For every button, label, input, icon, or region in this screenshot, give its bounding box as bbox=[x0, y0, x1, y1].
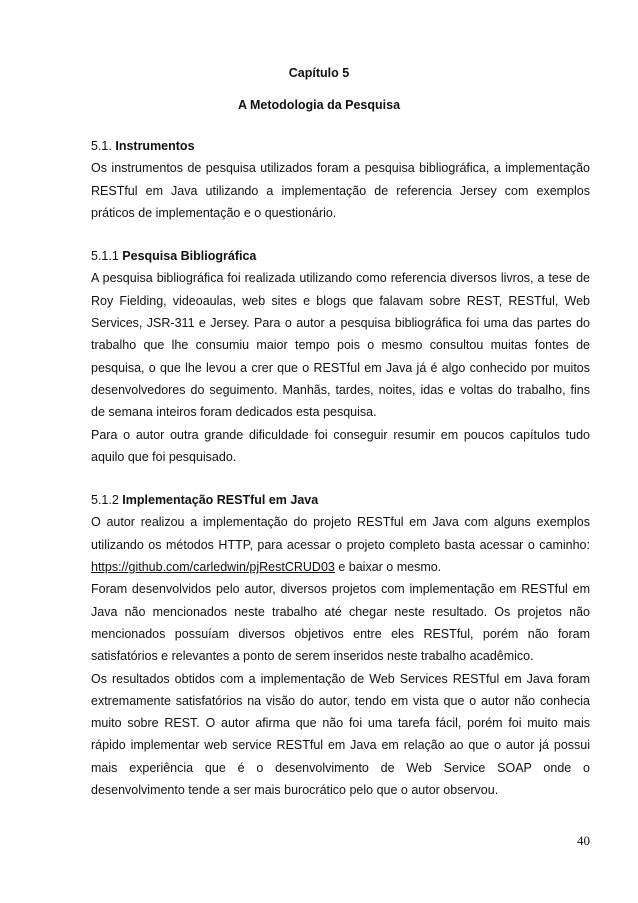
section-title: Pesquisa Bibliográfica bbox=[122, 249, 257, 264]
section-heading-instrumentos bbox=[91, 135, 590, 157]
paragraph: Os instrumentos de pesquisa utilizados foram a pesquisa bibliográfica, a implementação RESTful em Java utilizando a implementação de referencia Jersey com exemplos práticos de implementação e o questionário. bbox=[91, 161, 590, 220]
section-heading-implementacao-restful bbox=[91, 489, 590, 511]
paragraph: Foram desenvolvidos pelo autor, diversos projetos com implementação em RESTful em Java não mencionados neste trabalho até chegar neste resultado. Os projetos não mencionados possuíam diversos objetivos entre eles RESTful, porém não foram satisfatórios e relevantes a ponto de serem inseridos neste trabalho acadêmico. bbox=[91, 582, 590, 664]
section-number: 5.1.1 bbox=[91, 249, 119, 264]
section-number: 5.1. bbox=[91, 139, 112, 153]
github-link[interactable]: https://github.com/carledwin/pjRestCRUD03 bbox=[91, 560, 335, 575]
chapter-subtitle: A Metodologia da Pesquisa bbox=[237, 98, 401, 112]
spacer bbox=[91, 224, 590, 245]
page-number: 40 bbox=[577, 833, 590, 848]
document-body bbox=[91, 135, 590, 801]
paragraph: A pesquisa bibliográfica foi realizada utilizando como referencia diversos livros, a tese de Roy Fielding, videoaulas, web sites e blogs que falavam sobre REST, RESTful, Web Services, JSR-311 e Jersey. Para o autor a pesquisa bibliográfica foi uma das partes do trabalho que lhe consumiu maior tempo pois o mesmo consultou muitas fontes de pesquisa, o que lhe levou a crer que o RESTful em Java já é algo conhecido por muitos desenvolvedores do seguimento. Manhãs, tardes, noites, idas e voltas do trabalho, fins de semana inteiros foram dedicados esta pesquisa. bbox=[91, 271, 590, 420]
spacer bbox=[91, 468, 590, 489]
paragraph-text: O autor realizou a implementação do projeto RESTful em Java com alguns exemplos utilizando os métodos HTTP, para acessar o projeto completo basta acessar o caminho: bbox=[91, 515, 590, 552]
section-title: Instrumentos bbox=[115, 139, 195, 153]
chapter-title: Capítulo 5 bbox=[288, 66, 350, 80]
paragraph-text: e baixar o mesmo. bbox=[334, 560, 442, 575]
paragraph-with-link bbox=[91, 511, 590, 578]
section-heading-pesquisa-bibliografica bbox=[91, 245, 590, 267]
paragraph: Os resultados obtidos com a implementação de Web Services RESTful em Java foram extremamente satisfatórios na visão do autor, tendo em vista que o autor não conhecia muito sobre REST. O autor afirma que não foi uma tarefa fácil, porém foi muito mais rápido implementar web service RESTful em Java em relação ao que o autor já possui mais experiência que é o desenvolvimento de Web Service SOAP onde o desenvolvimento tende a ser mais burocrático pelo que o autor observou. bbox=[91, 671, 590, 798]
section-title: Implementação RESTful em Java bbox=[122, 493, 319, 508]
section-number: 5.1.2 bbox=[91, 493, 119, 508]
paragraph: Para o autor outra grande dificuldade foi conseguir resumir em poucos capítulos tudo aquilo que foi pesquisado. bbox=[91, 427, 590, 464]
